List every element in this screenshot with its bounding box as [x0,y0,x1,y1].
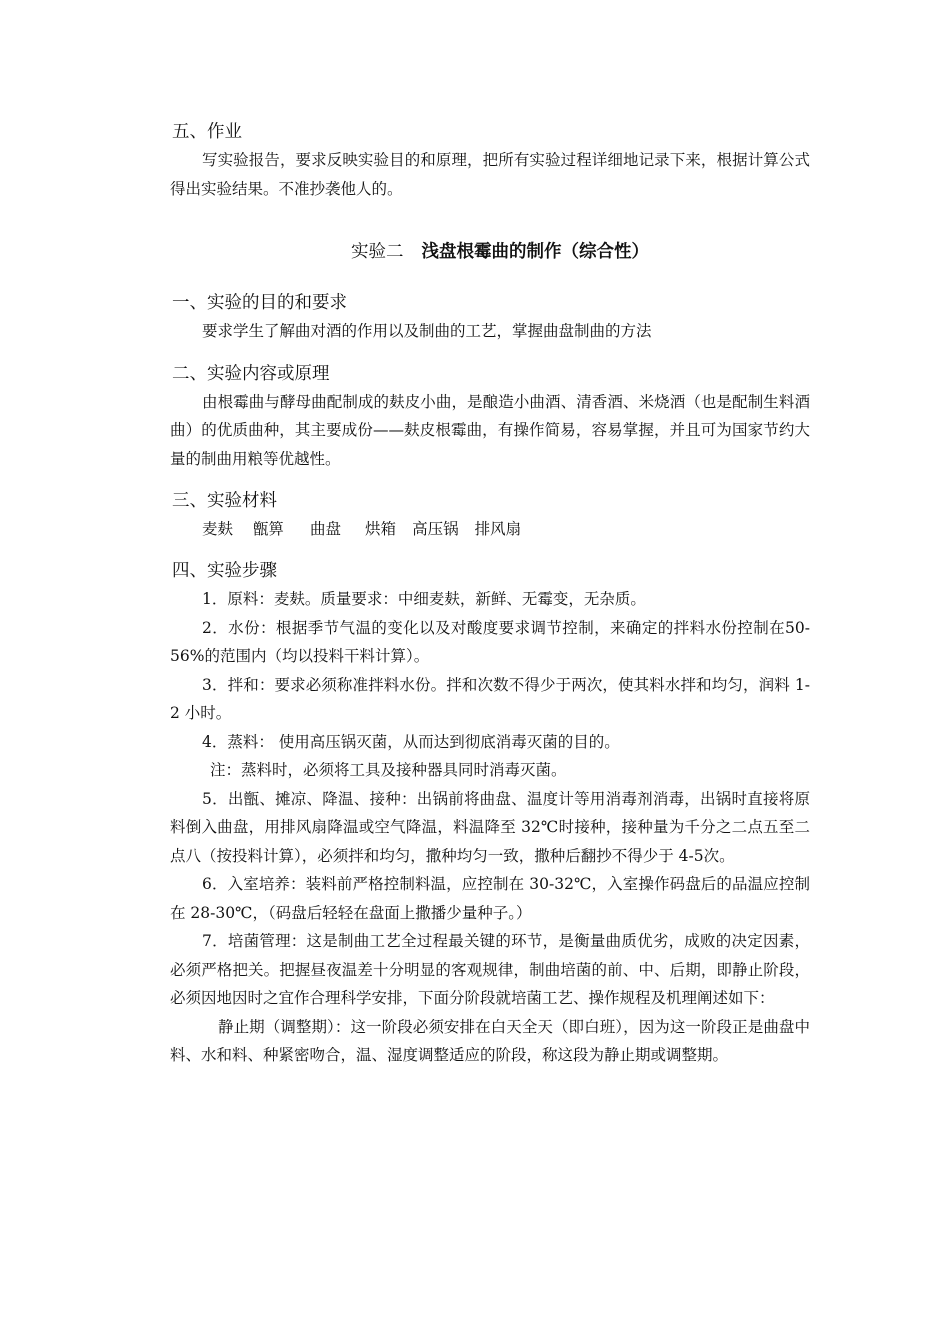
section5-heading: 五、作业 [172,122,242,142]
principle-heading: 二、实验内容或原理 [172,363,330,384]
step-7: 7．培菌管理：这是制曲工艺全过程最关键的环节，是衡量曲质优劣，成败的决定因素，必须严格把关。把握昼夜温差十分明显的客观规律，制曲培菌的前、中、后期，即静止阶段，必须因地因时之宜作合理科学安排，下面分阶段就培菌工艺、操作规程及机理阐述如下： [170,932,810,1007]
document-page [170,118,810,1070]
materials-heading: 三、实验材料 [172,491,277,511]
materials-list [170,515,810,543]
steps-heading: 四、实验步骤 [172,561,277,581]
material-item: 烘箱 [365,520,397,538]
step-4-note: 注：蒸料时，必须将工具及接种器具同时消毒灭菌。 [210,761,567,779]
material-item: 麦麸 [202,520,234,538]
step-4: 4．蒸料： 使用高压锅灭菌，从而达到彻底消毒灭菌的目的。 [202,732,620,751]
material-item: 甑箅 [253,520,285,538]
step-5: 5．出甑、摊凉、降温、接种：出锅前将曲盘、温度计等用消毒剂消毒，出锅时直接将原料倒入曲盘，用排风扇降温或空气降温，料温降至 32℃时接种，接种量为千分之二点五至二点八（按投料计算），必须拌和均匀，撒种均匀一致，撒种后翻抄不得少于 4-5次。 [170,789,810,865]
material-item: 曲盘 [310,520,342,538]
step-6: 6．入室培养：装料前严格控制料温，应控制在 30-32℃，入室操作码盘后的品温应控制在 28-30℃，（码盘后轻轻在盘面上撒播少量种子。） [170,875,810,922]
experiment-title [170,237,810,267]
section5-text: 写实验报告，要求反映实验目的和原理，把所有实验过程详细地记录下来，根据计算公式得出实验结果。不准抄袭他人的。 [170,151,810,198]
static-period-text: 静止期（调整期）：这一阶段必须安排在白天全天（即白班），因为这一阶段正是曲盘中料、水和料、种紧密吻合，温、湿度调整适应的阶段，称这段为静止期或调整期。 [170,1017,810,1064]
step-2: 2．水份：根据季节气温的变化以及对酸度要求调节控制，来确定的拌料水份控制在50-56%的范围内（均以投料干料计算）。 [170,618,810,665]
principle-text: 由根霉曲与酵母曲配制成的麸皮小曲，是酿造小曲酒、清香酒、米烧酒（也是配制生料酒曲）的优质曲种，其主要成份——麸皮根霉曲，有操作简易，容易掌握，并且可为国家节约大量的制曲用粮等优越性。 [170,392,810,468]
step-3: 3．拌和：要求必须称准拌料水份。拌和次数不得少于两次，使其料水拌和均匀，润料 1-2 小时。 [170,675,810,722]
experiment-title-number: 实验二 [351,242,404,262]
material-item: 排风扇 [474,520,522,538]
purpose-heading: 一、实验的目的和要求 [172,293,347,313]
step-1: 1．原料：麦麸。质量要求：中细麦麸，新鲜、无霉变，无杂质。 [202,590,646,608]
experiment-title-name: 浅盘根霉曲的制作（综合性） [421,242,649,262]
purpose-text: 要求学生了解曲对酒的作用以及制曲的工艺，掌握曲盘制曲的方法 [202,322,652,340]
material-item: 高压锅 [412,520,459,538]
